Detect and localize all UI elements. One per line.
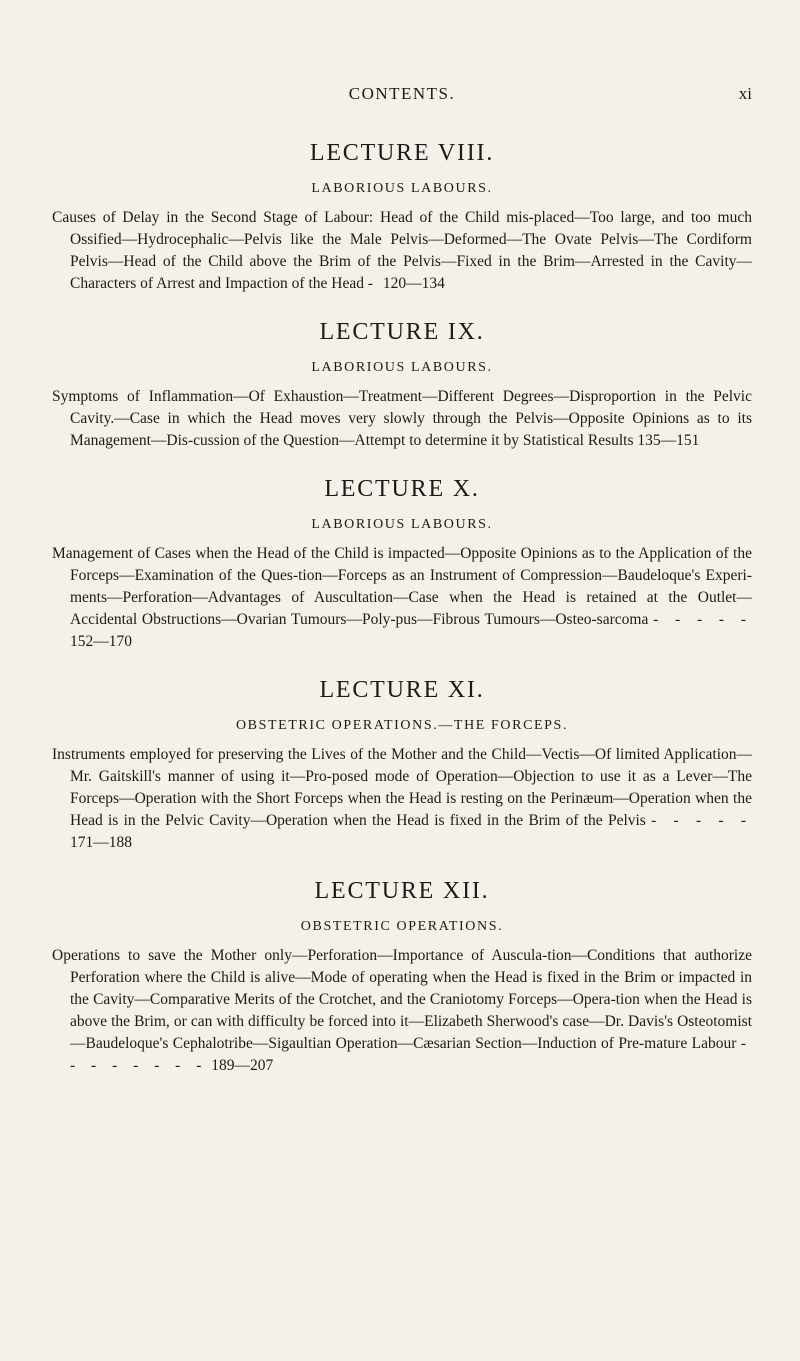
lecture-heading: LECTURE X. xyxy=(324,476,480,502)
page-range: 189—207 xyxy=(211,1057,274,1074)
dot-leader: - - - - - - - - xyxy=(70,1035,753,1074)
running-head xyxy=(52,84,752,108)
dot-leader: - xyxy=(367,275,380,292)
lecture-summary xyxy=(52,386,752,452)
dot-leader: - - - - - xyxy=(653,611,753,628)
lecture-subtitle: LABORIOUS LABOURS. xyxy=(311,181,493,196)
lecture-summary xyxy=(52,207,752,295)
lecture-entry xyxy=(52,677,752,854)
lecture-heading: LECTURE XII. xyxy=(314,878,490,904)
lecture-entry xyxy=(52,878,752,1077)
summary-text: Management of Cases when the Head of the Child is impacted—Opposite Opinions as to the Application of the Forceps—Examination of the Ques-tion—Forceps as an Instrument of Compression—Baudeloque's Experi-ments—Perforation—Advantages of Auscultation—Case when the Head is retained at the Outlet—Accidental Obstructions—Ovarian Tumours—Poly-pus—Fibrous Tumours—Osteo-sarcoma xyxy=(52,545,752,628)
lecture-heading: LECTURE IX. xyxy=(319,319,485,345)
lecture-entry xyxy=(52,476,752,653)
summary-text: Symptoms of Inflammation—Of Exhaustion—Treatment—Different Degrees—Disproportion in the Pelvic Cavity.—Case in which the Head moves very slowly through the Pelvis—Opposite Opinions as to its Management—Dis-cussion of the Question—Attempt to determine it by Statistical Results xyxy=(52,388,752,449)
running-title: CONTENTS. xyxy=(348,84,456,103)
lecture-subtitle: OBSTETRIC OPERATIONS. xyxy=(300,919,504,934)
page-range: 120—134 xyxy=(382,275,445,292)
page-range: 135—151 xyxy=(637,432,700,449)
lecture-subtitle: LABORIOUS LABOURS. xyxy=(311,360,493,375)
lecture-subtitle: OBSTETRIC OPERATIONS.—THE FORCEPS. xyxy=(235,718,569,733)
lecture-summary xyxy=(52,744,752,854)
lecture-heading: LECTURE XI. xyxy=(319,677,485,703)
contents-list xyxy=(52,140,752,1101)
page-number: xi xyxy=(738,84,752,103)
dot-leader: - - - - - xyxy=(651,812,752,829)
page-range: 152—170 xyxy=(70,633,132,650)
lecture-summary xyxy=(52,945,752,1077)
lecture-summary xyxy=(52,543,752,653)
summary-text: Causes of Delay in the Second Stage of Labour: Head of the Child mis-placed—Too large, and too much Ossified—Hydrocephalic—Pelvis like the Male Pelvis—Deformed—The Ovate Pelvis—The Cordiform Pelvis—Head of the Child above the Brim of the Pelvis—Fixed in the Brim—Arrested in the Cavity—Characters of Arrest and Impaction of the Head xyxy=(52,209,752,292)
lecture-entry xyxy=(52,319,752,452)
lecture-heading: LECTURE VIII. xyxy=(309,140,495,166)
lecture-subtitle: LABORIOUS LABOURS. xyxy=(311,517,493,532)
page-range: 171—188 xyxy=(70,834,132,851)
summary-text: Operations to save the Mother only—Perforation—Importance of Auscula-tion—Conditions that authorize Perforation where the Child is alive—Mode of operating when the Head is fixed in the Brim or impacted in the Cavity—Comparative Merits of the Crotchet, and the Craniotomy Forceps—Opera-tion when the Head is above the Brim, or can with difficulty be forced into it—Elizabeth Sherwood's case—Dr. Davis's Osteotomist—Baudeloque's Cephalotribe—Sigaultian Operation—Cæsarian Section—Induction of Pre-mature Labour xyxy=(52,947,752,1052)
lecture-entry xyxy=(52,140,752,295)
summary-text: Instruments employed for preserving the Lives of the Mother and the Child—Vectis—Of limited Application—Mr. Gaitskill's manner of using it—Pro-posed mode of Operation—Objection to use it as a Lever—The Forceps—Operation with the Short Forceps when the Head is resting on the Perinæum—Operation when the Head is in the Pelvic Cavity—Operation when the Head is fixed in the Brim of the Pelvis xyxy=(52,746,752,829)
